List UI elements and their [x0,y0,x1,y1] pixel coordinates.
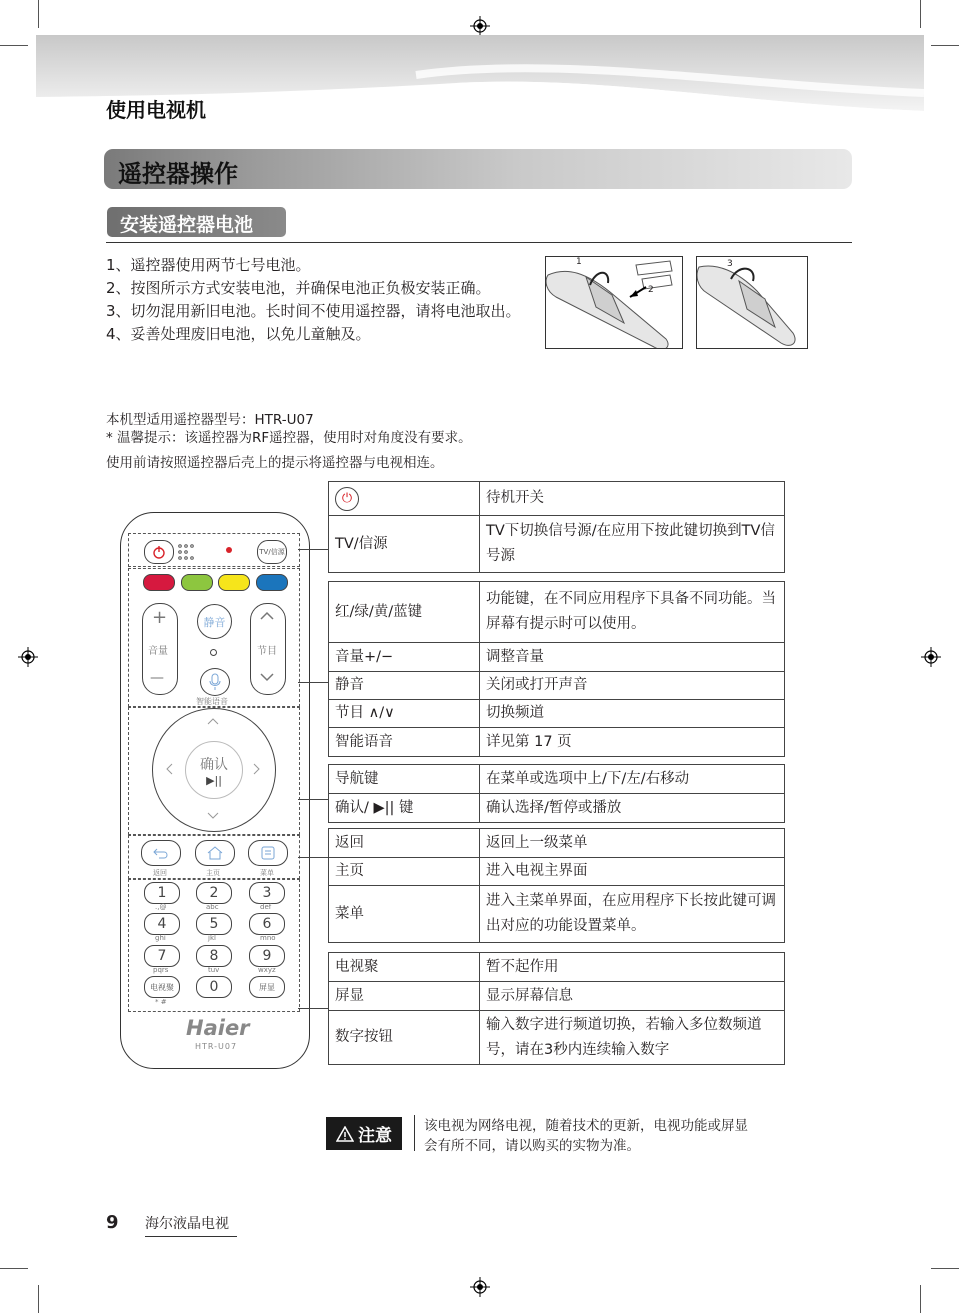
warning-text-line2: 会有所不同，请以购买的实物为准。 [424,1138,640,1154]
table-key-cell: 节目 ∧/∨ [329,700,480,728]
power-icon [152,545,166,559]
voice-label: 智能语音 [196,697,228,706]
key-7[interactable]: 7 [144,945,180,967]
tv-focus-button[interactable]: 电视聚 [144,976,180,998]
key-2[interactable]: 2 [196,882,232,904]
chevron-down-icon [259,672,275,682]
button-table-navigation [328,764,785,823]
key-6-sub: mno [260,934,276,942]
warning-label: 注意 [358,1126,392,1146]
table-key-cell: 电视聚 [329,953,480,982]
table-key-cell: 导航键 [329,765,480,794]
nav-right-icon [254,764,259,774]
volume-down-icon: — [150,670,164,686]
key-4[interactable]: 4 [144,913,180,935]
volume-up-icon: + [152,607,168,628]
table-desc-cell: 切换频道 [480,700,785,728]
table-row [329,858,785,886]
star-hash-label: * # [155,998,167,1006]
green-key[interactable] [181,574,213,591]
key-0[interactable]: 0 [196,976,232,998]
table-row [329,482,785,516]
remote-back-illustration [697,257,807,348]
key-9-sub: wxyz [258,966,276,974]
remote-model: HTR-U07 [195,1042,238,1051]
divider [106,242,852,243]
table-desc-cell: 详见第 17 页 [480,728,785,757]
step-1: 1、遥控器使用两节七号电池。 [106,256,311,274]
table-key-cell: 返回 [329,829,480,858]
table-desc-cell: 显示屏幕信息 [480,982,785,1011]
ok-label: 确认 [200,756,228,773]
home-icon [207,846,223,860]
key-1[interactable]: 1 [144,882,180,904]
page-title: 遥控器操作 [118,160,238,188]
rf-tip: * 温馨提示：该遥控器为RF遥控器，使用时对角度没有要求。 [106,430,472,446]
table-row [329,1011,785,1065]
table-desc-cell: 在菜单或选项中上/下/左/右移动 [480,765,785,794]
crop-mark [920,0,921,28]
menu-button[interactable] [248,840,288,866]
key-3-sub: def [260,903,272,911]
table-key-cell [329,482,480,516]
volume-label: 音量 [148,646,168,657]
crop-mark [0,1268,28,1269]
key-8[interactable]: 8 [196,945,232,967]
key-8-sub: tuv [208,966,220,974]
table-row [329,728,785,757]
table-desc-cell: 返回上一级菜单 [480,829,785,858]
leader-line [298,799,328,800]
menu-icon [261,846,275,860]
key-5-sub: jkl [208,934,216,942]
program-label: 节目 [257,646,277,657]
table-desc-cell: 待机开关 [480,482,785,516]
button-table-menu [328,828,785,943]
table-desc-cell: 进入主菜单界面，在应用程序下长按此键可调出对应的功能设置菜单。 [480,886,785,943]
button-table-function [328,581,785,757]
crop-mark [0,45,28,46]
display-button[interactable]: 屏显 [249,976,285,998]
nav-up-icon [208,719,218,724]
subtitle: 安装遥控器电池 [120,214,254,236]
key-6[interactable]: 6 [249,913,285,935]
table-row [329,982,785,1011]
table-key-cell: 静音 [329,672,480,700]
leader-line [298,682,328,683]
footer-rule [145,1236,237,1237]
registration-mark-icon [470,16,490,36]
table-key-cell: 确认/ ▶|| 键 [329,794,480,823]
pairing-note: 使用前请按照遥控器后壳上的提示将遥控器与电视相连。 [106,455,444,471]
key-3[interactable]: 3 [249,882,285,904]
figure-label-1: 1 [576,257,582,267]
table-key-cell: 屏显 [329,982,480,1011]
page-number: 9 [106,1212,119,1233]
battery-figure-1 [545,256,683,349]
power-button[interactable] [144,540,174,564]
power-icon: ⏻ [335,487,359,511]
remote-back-illustration [546,257,682,348]
center-dot [210,649,217,656]
back-arrow-icon [153,847,169,859]
step-2: 2、按图所示方式安装电池，并确保电池正负极安装正确。 [106,279,491,297]
button-table-power [328,481,785,573]
menu-label: 菜单 [260,869,274,877]
table-key-cell: 主页 [329,858,480,886]
table-row [329,700,785,728]
table-key-cell: TV/信源 [329,516,480,573]
table-desc-cell: 关闭或打开声音 [480,672,785,700]
leader-line [298,1008,328,1009]
table-desc-cell: 功能键，在不同应用程序下具备不同功能。当屏幕有提示时可以使用。 [480,582,785,643]
table-row [329,582,785,643]
table-key-cell: 红/绿/黄/蓝键 [329,582,480,643]
brand-logo: Haier [186,1016,250,1040]
mute-button[interactable]: 静音 [197,604,232,639]
warning-icon [336,1126,354,1142]
table-key-cell: 音量+/− [329,643,480,672]
mic-holes-icon [176,542,196,562]
blue-key[interactable] [256,574,288,591]
table-row [329,953,785,982]
table-key-cell: 智能语音 [329,728,480,757]
indicator-led [226,547,232,553]
crop-mark [38,0,39,28]
warning-text-line1: 该电视为网络电视，随着技术的更新，电视功能或屏显 [424,1118,748,1134]
table-key-cell: 菜单 [329,886,480,943]
registration-mark-icon [921,647,941,667]
chevron-up-icon [259,611,275,621]
key-5[interactable]: 5 [196,913,232,935]
play-pause-label: ▶|| [206,773,222,787]
microphone-icon [208,673,222,691]
key-2-sub: abc [206,903,219,911]
nav-left-icon [167,764,172,774]
section-heading: 使用电视机 [106,98,206,122]
leader-line [298,549,328,550]
voice-button[interactable] [200,668,230,696]
button-table-numeric [328,952,785,1065]
key-7-sub: pqrs [153,966,169,974]
warning-divider [414,1115,415,1151]
figure-label-2: 2 [648,285,654,295]
key-9[interactable]: 9 [249,945,285,967]
back-button[interactable] [141,840,181,866]
home-label: 主页 [206,869,220,877]
step-4: 4、妥善处理废旧电池，以免儿童触及。 [106,325,371,343]
table-row [329,765,785,794]
table-desc-cell: TV下切换信号源/在应用下按此键切换到TV信号源 [480,516,785,573]
table-desc-cell: 确认选择/暂停或播放 [480,794,785,823]
step-3: 3、切勿混用新旧电池。长时间不使用遥控器，请将电池取出。 [106,302,521,320]
table-desc-cell: 输入数字进行频道切换，若输入多位数频道号，请在3秒内连续输入数字 [480,1011,785,1065]
footer-title: 海尔液晶电视 [145,1216,229,1232]
crop-mark [931,45,959,46]
table-row [329,886,785,943]
tv-source-button[interactable]: TV/信源 [257,540,287,564]
warning-badge [326,1117,402,1150]
yellow-key[interactable] [218,574,250,591]
table-row [329,829,785,858]
key-4-sub: ghi [155,934,166,942]
table-desc-cell: 进入电视主界面 [480,858,785,886]
key-1-sub: .,@ [155,903,167,911]
ok-button[interactable] [185,741,243,799]
table-desc-cell: 调整音量 [480,643,785,672]
home-button[interactable] [195,840,235,866]
crop-mark [920,1285,921,1313]
registration-mark-icon [18,647,38,667]
back-label: 返回 [153,869,167,877]
registration-mark-icon [470,1277,490,1297]
table-row [329,516,785,573]
table-key-cell: 数字按钮 [329,1011,480,1065]
nav-down-icon [208,813,218,818]
table-row [329,643,785,672]
leader-line [298,857,328,858]
table-row [329,794,785,823]
table-desc-cell: 暂不起作用 [480,953,785,982]
red-key[interactable] [143,574,175,591]
crop-mark [931,1268,959,1269]
table-row [329,672,785,700]
model-note: 本机型适用遥控器型号：HTR-U07 [106,412,314,428]
battery-figure-2 [696,256,808,349]
crop-mark [38,1285,39,1313]
figure-label-3: 3 [727,259,733,269]
